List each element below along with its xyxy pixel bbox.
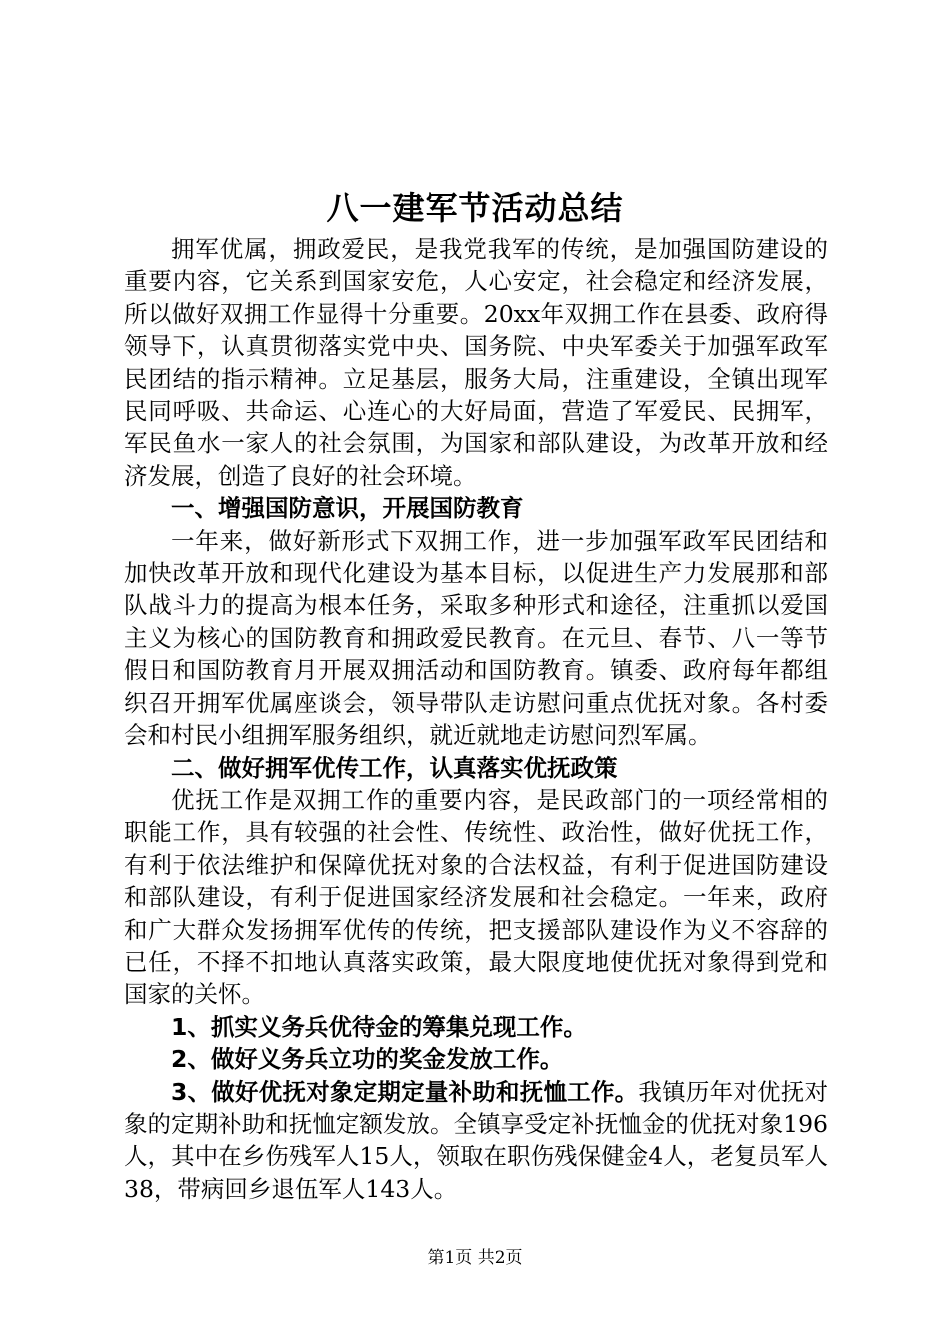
section-heading-2: 二、做好拥军优传工作，认真落实优抚政策 xyxy=(171,753,618,782)
list-item-3-text: 我镇历年对优抚对象的定期补助和抚恤定额发放。全镇享受定补抚恤金的优抚对象196人，其中在乡伤残军人15人，领取在职伤残保健金4人，老复员军人38，带病回乡退伍军人143人。 xyxy=(124,1077,828,1203)
section-1-paragraph: 一年来，做好新形式下双拥工作，进一步加强军政军民团结和加快改革开放和现代化建设为基本目标，以促进生产力发展那和部队战斗力的提高为根本任务，采取多种形式和途径，注重抓以爱国主义为核心的国防教育和拥政爱民教育。在元旦、春节、八一等节假日和国防教育月开展双拥活动和国防教育。镇委、政府每年都组织召开拥军优属座谈会，领导带队走访慰问重点优抚对象。各村委会和村民小组拥军服务组织，就近就地走访慰问烈军属。 xyxy=(124,526,828,750)
document-body xyxy=(124,233,828,1205)
list-item-3 xyxy=(124,1076,828,1206)
section-heading-1: 一、增强国防意识，开展国防教育 xyxy=(171,494,524,523)
page-footer: 第1页 共2页 xyxy=(427,1248,523,1268)
document-title: 八一建军节活动总结 xyxy=(326,189,624,227)
list-item-2: 2、做好义务兵立功的奖金发放工作。 xyxy=(171,1045,564,1074)
list-item-1: 1、抓实义务兵优待金的筹集兑现工作。 xyxy=(171,1012,587,1041)
intro-paragraph: 拥军优属，拥政爱民，是我党我军的传统，是加强国防建设的重要内容，它关系到国家安危，人心安定，社会稳定和经济发展，所以做好双拥工作显得十分重要。20xx年双拥工作在县委、政府得领导下，认真贯彻落实党中央、国务院、中央军委关于加强军政军民团结的指示精神。立足基层，服务大局，注重建设，全镇出现军民同呼吸、共命运、心连心的大好局面，营造了军爱民、民拥军，军民鱼水一家人的社会氛围，为国家和部队建设，为改革开放和经济发展，创造了良好的社会环境。 xyxy=(124,235,828,490)
list-item-3-lead: 3、做好优抚对象定期定量补助和抚恤工作。 xyxy=(171,1077,639,1106)
section-2-paragraph: 优抚工作是双拥工作的重要内容，是民政部门的一项经常相的职能工作，具有较强的社会性、传统性、政治性，做好优抚工作，有利于依法维护和保障优抚对象的合法权益，有利于促进国防建设和部队建设，有利于促进国家经济发展和社会稳定。一年来，政府和广大群众发扬拥军优传的传统，把支援部队建设作为义不容辞的已任，不择不扣地认真落实政策，最大限度地使优抚对象得到党和国家的关怀。 xyxy=(124,785,828,1009)
